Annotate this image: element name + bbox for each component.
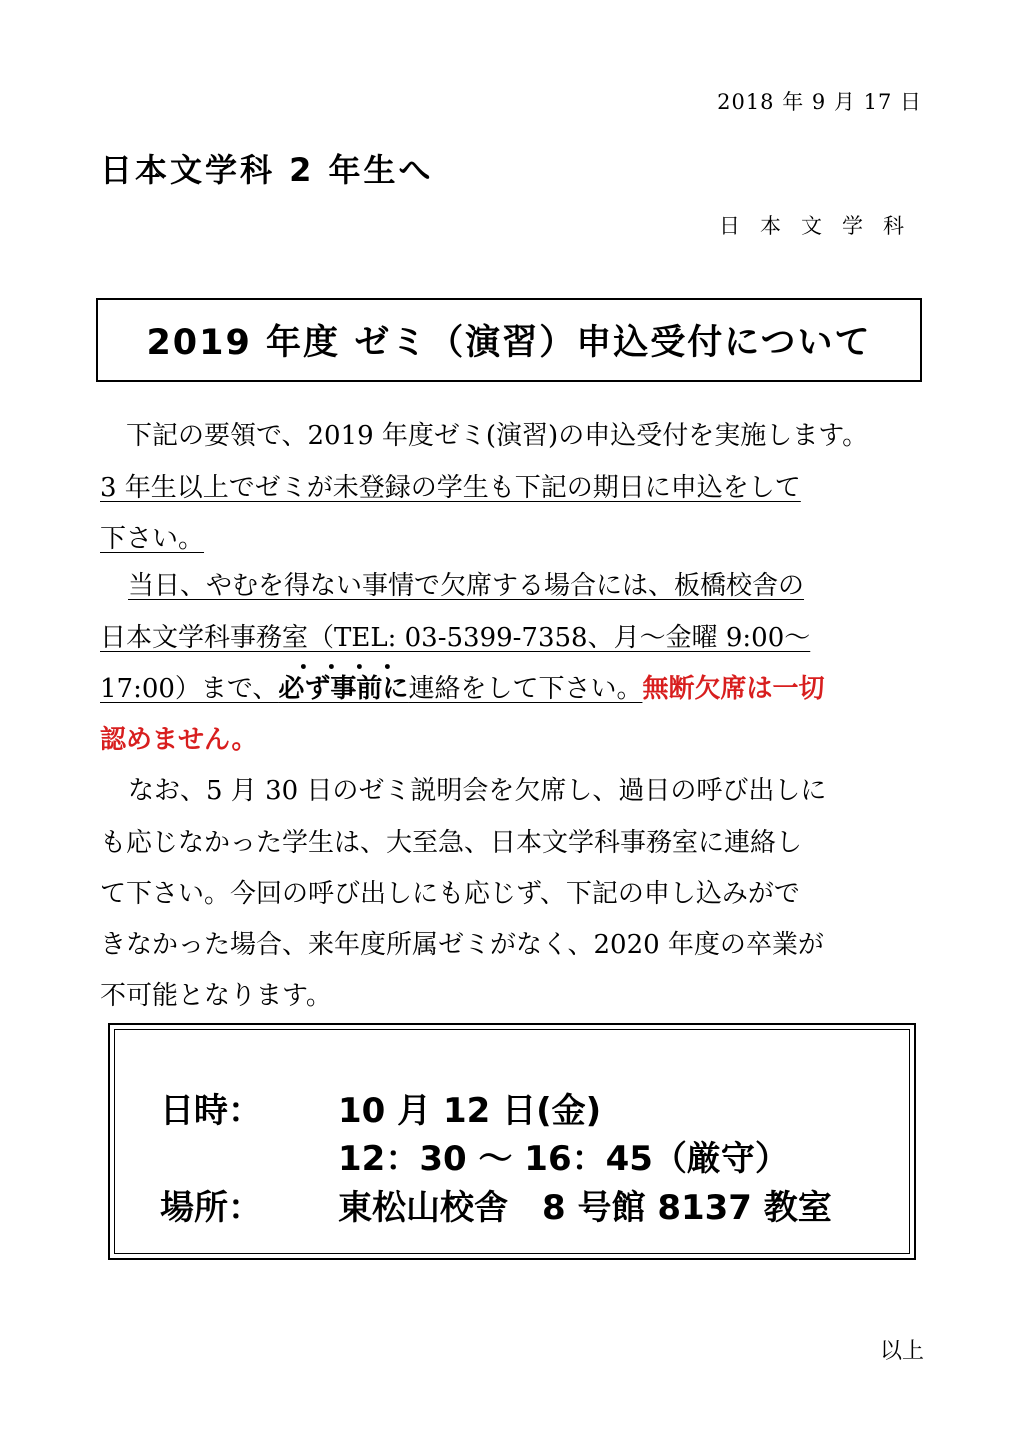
body-line — [100, 622, 810, 654]
body-line — [100, 673, 824, 705]
emphasis-text: ・・・・ 必ず事前に — [278, 673, 408, 705]
closing-mark: 以上 — [879, 1339, 924, 1364]
body-line: も応じなかった学生は、大至急、日本文学科事務室に連絡し — [100, 828, 803, 858]
body-line — [100, 724, 258, 756]
body-line: 下記の要領で、2019 年度ゼミ(演習)の申込受付を実施します。 — [126, 421, 869, 451]
underlined-text: 下さい。 — [100, 524, 205, 554]
underlined-text: 3 年生以上でゼミが未登録の学生も下記の期日に申込をして — [100, 473, 801, 503]
warning-text: 無断欠席は一切 — [642, 674, 825, 704]
underlined-text: 連絡をして下さい。 — [408, 674, 643, 704]
body-line — [100, 523, 204, 555]
recipient-heading: 日本文学科 2 年生へ — [100, 151, 434, 189]
title-box — [96, 298, 922, 382]
time-value: 12：30 ～ 16：45（厳守） — [338, 1139, 789, 1179]
body-line — [100, 472, 801, 504]
underlined-text: 当日、やむを得ない事情で欠席する場合には、板橋校舎の — [128, 571, 805, 601]
underlined-text: 日本文学科事務室（TEL: 03-5399-7358、月～金曜 9:00～ — [100, 623, 811, 653]
body-line: なお、5 月 30 日のゼミ説明会を欠席し、過日の呼び出しに — [128, 776, 827, 806]
place-label: 場所： — [160, 1188, 262, 1228]
document-title: 2019 年度 ゼミ（演習）申込受付について — [146, 323, 872, 363]
body-line: 不可能となります。 — [100, 981, 332, 1011]
body-line — [128, 570, 804, 602]
underlined-text: 17:00）まで、 — [100, 674, 279, 704]
document-date: 2018 年 9 月 17 日 — [717, 90, 922, 114]
sender-name: 日本文学科 — [719, 214, 924, 238]
body-line: て下さい。今回の呼び出しにも応じず、下記の申し込みがで — [100, 879, 800, 909]
warning-text: 認めません。 — [100, 725, 258, 755]
date-value: 10 月 12 日(金) — [338, 1091, 602, 1131]
date-label: 日時： — [160, 1091, 262, 1131]
place-value: 東松山校舎 8 号館 8137 教室 — [338, 1188, 832, 1228]
body-line: きなかった場合、来年度所属ゼミがなく、2020 年度の卒業が — [100, 930, 824, 960]
